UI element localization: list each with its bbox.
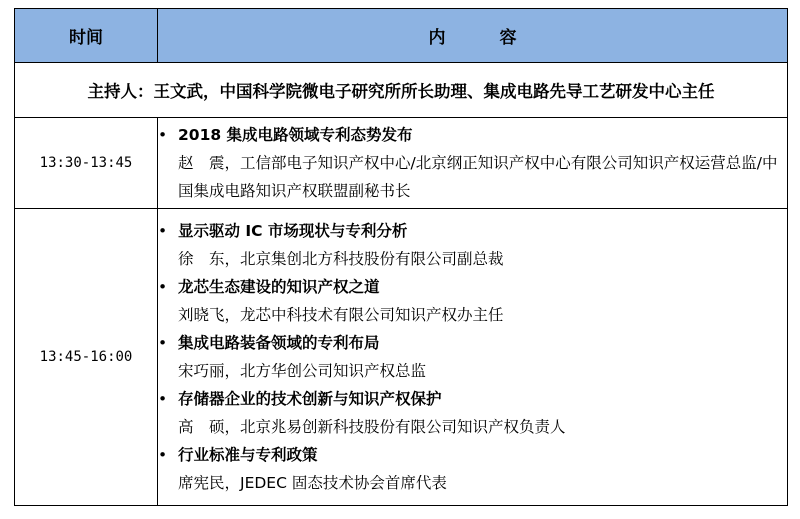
talk-title-text: 龙芯生态建设的知识产权之道: [178, 278, 380, 296]
talk-title: [158, 441, 787, 469]
talk-title-text: 2018 集成电路领域专利态势发布: [178, 126, 413, 144]
host-row: [15, 63, 788, 118]
session-time: 13:30-13:45: [15, 118, 158, 209]
talk-title: [158, 273, 787, 301]
talk-speaker: 宋巧丽，北方华创公司知识产权总监: [178, 362, 427, 380]
talk-title: [158, 121, 787, 149]
session-time: 13:45-16:00: [15, 209, 158, 506]
talk-speaker: 赵 震，工信部电子知识产权中心/北京纲正知识产权中心有限公司知识产权运营总监/中国集成电路知识产权联盟副秘书长: [178, 154, 778, 200]
talk-speaker: 高 硕，北京兆易创新科技股份有限公司知识产权负责人: [178, 418, 566, 436]
time-column-header: 时间: [15, 9, 158, 63]
talk-title-text: 显示驱动 IC 市场现状与专利分析: [178, 222, 408, 240]
content-column-header: 内 容: [158, 9, 788, 63]
talk-speaker: 席宪民，JEDEC 固态技术协会首席代表: [178, 474, 447, 492]
agenda-table: [14, 8, 788, 506]
talk-speaker: 徐 东，北京集创北方科技股份有限公司副总裁: [178, 250, 504, 268]
bullet-icon: •: [158, 334, 168, 352]
agenda-item: [158, 329, 787, 385]
bullet-icon: •: [158, 126, 168, 144]
talk-title-text: 行业标准与专利政策: [178, 446, 318, 464]
talk-title-text: 存储器企业的技术创新与知识产权保护: [178, 390, 442, 408]
talk-title: [158, 329, 787, 357]
session-row: [15, 118, 788, 209]
bullet-icon: •: [158, 390, 168, 408]
agenda-item: [158, 441, 787, 497]
header-row: [15, 9, 788, 63]
agenda-item: [158, 121, 787, 205]
agenda-item: [158, 385, 787, 441]
session-row: [15, 209, 788, 506]
session-content: [158, 118, 788, 209]
bullet-icon: •: [158, 222, 168, 240]
bullet-icon: •: [158, 278, 168, 296]
agenda-item: [158, 217, 787, 273]
bullet-icon: •: [158, 446, 168, 464]
talk-title-text: 集成电路装备领域的专利布局: [178, 334, 380, 352]
session-content: [158, 209, 788, 506]
talk-title: [158, 385, 787, 413]
host-info: 主持人：王文武，中国科学院微电子研究所所长助理、集成电路先导工艺研发中心主任: [15, 63, 788, 118]
talk-speaker: 刘晓飞，龙芯中科技术有限公司知识产权办主任: [178, 306, 504, 324]
talk-title: [158, 217, 787, 245]
agenda-item: [158, 273, 787, 329]
